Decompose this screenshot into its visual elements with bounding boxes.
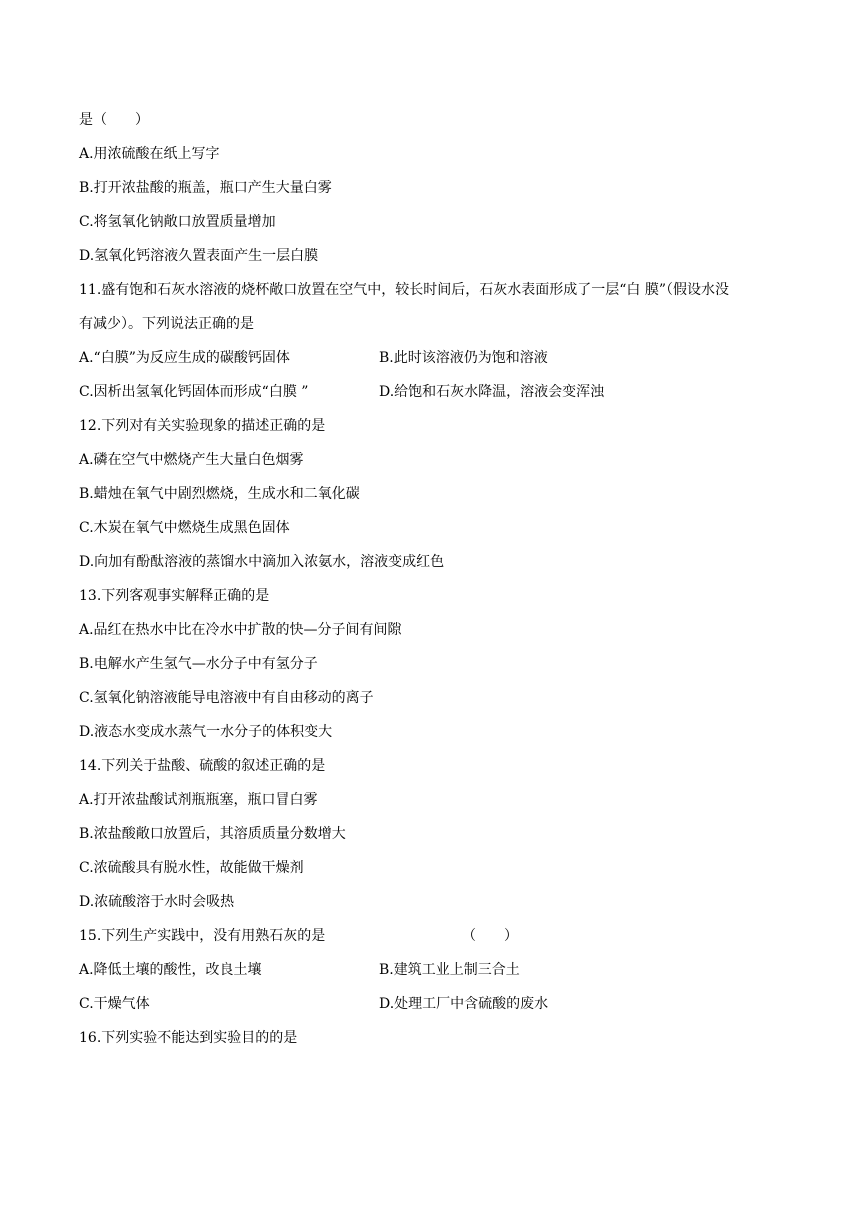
q10-option-b: B.打开浓盐酸的瓶盖，瓶口产生大量白雾 [79,180,332,196]
q15-option-d: D.处理工厂中含硫酸的废水 [379,996,549,1012]
q15-answer-blank: （ ） [462,928,518,944]
q14-option-d: D.浓硫酸溶于水时会吸热 [79,894,235,910]
q16-stem: 16.下列实验不能达到实验目的的是 [79,1030,298,1046]
q12-option-d: D.向加有酚酞溶液的蒸馏水中滴加入浓氨水，溶液变成红色 [79,554,445,570]
q13-stem: 13.下列客观事实解释正确的是 [79,588,270,604]
q10-option-d: D.氢氧化钙溶液久置表面产生一层白膜 [79,248,319,264]
q13-option-c: C.氢氧化钠溶液能导电溶液中有自由移动的离子 [79,690,374,706]
q13-option-d: D.液态水变成水蒸气一水分子的体积变大 [79,724,333,740]
q15-option-c: C.干燥气体 [79,996,150,1012]
q11-option-a: A.“白膜”为反应生成的碳酸钙固体 [79,350,290,366]
q11-option-c: C.因析出氢氧化钙固体而形成“白膜 ” [79,384,309,400]
q15-option-b: B.建筑工业上制三合土 [379,962,520,978]
q15-option-a: A.降低土壤的酸性，改良土壤 [79,962,262,978]
q10-option-c: C.将氢氧化钠敞口放置质量增加 [79,214,276,230]
q14-option-a: A.打开浓盐酸试剂瓶瓶塞，瓶口冒白雾 [79,792,318,808]
q14-option-b: B.浓盐酸敞口放置后，其溶质质量分数增大 [79,826,346,842]
q11-stem-line2: 有减少）。下列说法正确的是 [79,316,254,332]
q15-stem: 15.下列生产实践中，没有用熟石灰的是 [79,928,326,944]
q11-option-d: D.给饱和石灰水降温，溶液会变浑浊 [379,384,605,400]
q13-option-b: B.电解水产生氢气—水分子中有氢分子 [79,656,318,672]
q12-option-b: B.蜡烛在氧气中剧烈燃烧，生成水和二氧化碳 [79,486,360,502]
q13-option-a: A.品红在热水中比在冷水中扩散的快—分子间有间隙 [79,622,402,638]
q12-option-c: C.木炭在氧气中燃烧生成黑色固体 [79,520,290,536]
q12-stem: 12.下列对有关实验现象的描述正确的是 [79,418,326,434]
q14-option-c: C.浓硫酸具有脱水性，故能做干燥剂 [79,860,304,876]
q11-stem-line1: 11.盛有饱和石灰水溶液的烧杯敞口放置在空气中，较长时间后，石灰水表面形成了一层“白 膜”（假设水没 [79,282,730,298]
q10-stem-end: 是（ ） [79,112,149,128]
q14-stem: 14.下列关于盐酸、硫酸的叙述正确的是 [79,758,326,774]
q10-option-a: A.用浓硫酸在纸上写字 [79,146,220,162]
q12-option-a: A.磷在空气中燃烧产生大量白色烟雾 [79,452,304,468]
q11-option-b: B.此时该溶液仍为饱和溶液 [379,350,548,366]
